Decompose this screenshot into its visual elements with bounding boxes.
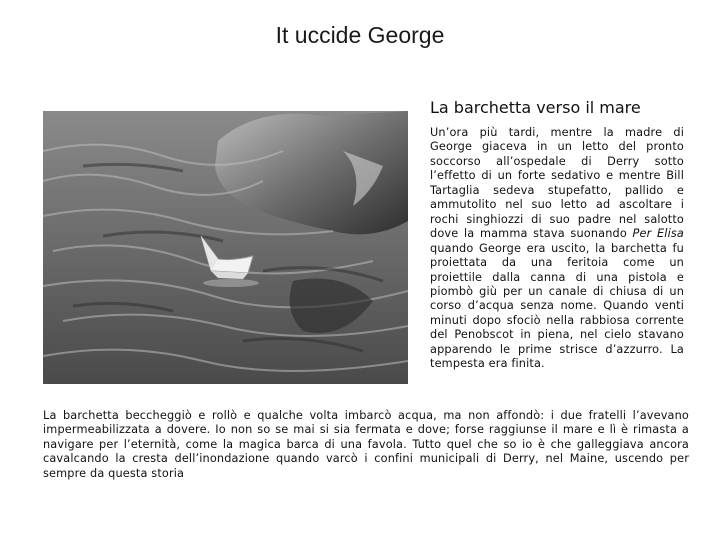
side-paragraph-part2: quando George era uscito, la barchetta fu proiettata da una feritoia come un proiettile dalla canna di una pistola e piombò giù per un canale di chiusa di un corso d’acqua senza nome. Quando venti minuti dopo sfociò nella rabbiosa corrente del Penobscot in piena, nel cielo stavano apparendo le prime strisce d’azzurro. La tempesta era finita. bbox=[430, 241, 684, 371]
paper-boat-illustration bbox=[43, 111, 408, 384]
section-heading: La barchetta verso il mare bbox=[430, 98, 641, 117]
side-paragraph bbox=[430, 126, 684, 372]
side-paragraph-part1: Un’ora più tardi, mentre la madre di George giaceva in un letto del pronto soccorso all’ospedale di Derry sotto l’effetto di un forte sedativo e mentre Bill Tartaglia sedeva stupefatto, pallido e ammutolito nel suo letto ad ascoltare i rochi singhiozzi di suo padre nel salotto dove la mamma stava suonando bbox=[430, 126, 684, 241]
bottom-paragraph: La barchetta beccheggiò e rollò e qualche volta imbarcò acqua, ma non affondò: i due fratelli l’avevano impermeabilizzata a dovere. Io non so se mai si sia fermata e dove; forse raggiunse il mare e lì è rimasta a navigare per l’eternità, come la magica barca di una favola. Tutto quel che so io è che galleggiava ancora cavalcando la cresta dell’inondazione quando varcò i confini municipali di Derry, nel Maine, uscendo per sempre da questa storia bbox=[43, 409, 689, 480]
song-title: Per Elisa bbox=[632, 227, 684, 241]
slide-title: It uccide George bbox=[275, 22, 445, 48]
paper-boat-photo bbox=[43, 111, 408, 384]
